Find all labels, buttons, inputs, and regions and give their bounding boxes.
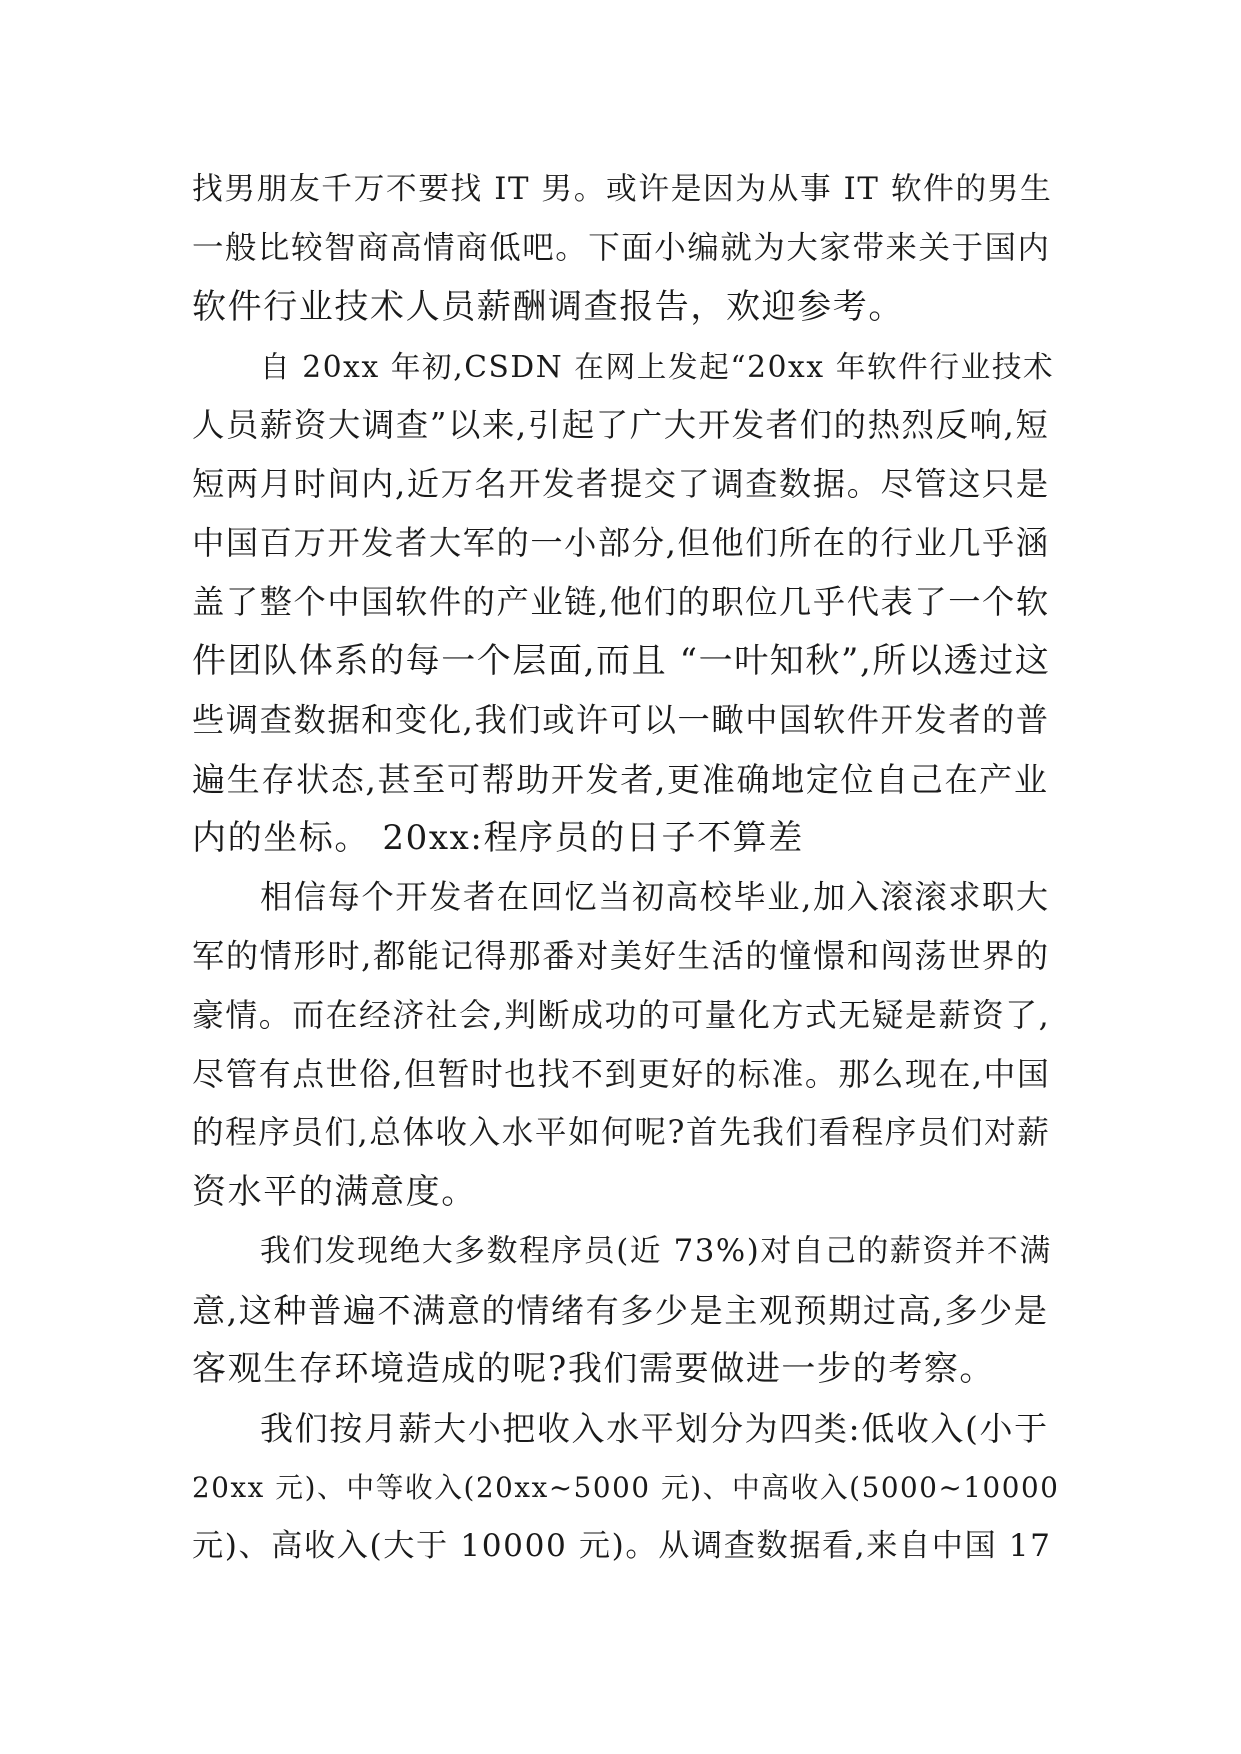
text-line: 件团队体系的每一个层面,而且 “一叶知秋”,所以透过这 [192, 641, 1051, 681]
text-line: 我们发现绝大多数程序员(近 73%)对自己的薪资并不满 [260, 1233, 1052, 1269]
text-line: 元)、高收入(大于 10000 元)。从调查数据看,来自中国 17 [192, 1528, 1052, 1564]
text-line: 20xx 元)、中等收入(20xx~5000 元)、中高收入(5000~10000 [192, 1471, 1060, 1504]
text-line: 我们按月薪大小把收入水平划分为四类:低收入(小于 [260, 1409, 1049, 1448]
paragraph-survey-background [192, 337, 1055, 868]
paragraph-dissatisfaction [192, 1222, 1052, 1399]
text-line: 遍生存状态,甚至可帮助开发者,更准确地定位自己在产业 [192, 760, 1049, 799]
text-line: 中国百万开发者大军的一小部分,但他们所在的行业几乎涵 [192, 524, 1050, 562]
text-line: 资水平的满意度。 [192, 1172, 477, 1212]
text-line: 军的情形时,都能记得那番对美好生活的憧憬和闯荡世界的 [192, 937, 1050, 975]
text-line: 一般比较智商高情商低吧。下面小编就为大家带来关于国内 [192, 230, 1051, 266]
text-line: 人员薪资大调查”以来,引起了广大开发者们的热烈反响,短 [192, 406, 1050, 444]
text-line: 找男朋友千万不要找 IT 男。或许是因为从事 IT 软件的男生 [192, 171, 1053, 207]
document-body [192, 160, 1060, 1576]
text-line: 意,这种普遍不满意的情绪有多少是主观预期过高,多少是 [192, 1291, 1049, 1330]
text-line: 盖了整个中国软件的产业链,他们的职位几乎代表了一个软 [192, 583, 1050, 621]
text-line: 尽管有点世俗,但暂时也找不到更好的标准。那么现在,中国 [192, 1056, 1051, 1093]
text-line: 自 20xx 年初,CSDN 在网上发起“20xx 年软件行业技术 [260, 349, 1055, 384]
text-line: 软件行业技术人员薪酬调查报告，欢迎参考。 [192, 287, 904, 327]
text-line: 豪情。而在经济社会,判断成功的可量化方式无疑是薪资了, [192, 997, 1051, 1034]
text-line: 客观生存环境造成的呢?我们需要做进一步的考察。 [192, 1349, 996, 1389]
text-line: 短两月时间内,近万名开发者提交了调查数据。尽管这只是 [192, 465, 1050, 503]
text-line: 相信每个开发者在回忆当初高校毕业,加入滚滚求职大 [260, 878, 1050, 916]
text-line: 内的坐标。 20xx:程序员的日子不算差 [192, 818, 804, 858]
text-line: 些调查数据和变化,我们或许可以一瞰中国软件开发者的普 [192, 701, 1050, 739]
paragraph-intro [192, 160, 1052, 337]
paragraph-salary-satisfaction [192, 868, 1052, 1222]
text-line: 的程序员们,总体收入水平如何呢?首先我们看程序员们对薪 [192, 1115, 1051, 1151]
paragraph-income-categories [192, 1399, 1060, 1576]
